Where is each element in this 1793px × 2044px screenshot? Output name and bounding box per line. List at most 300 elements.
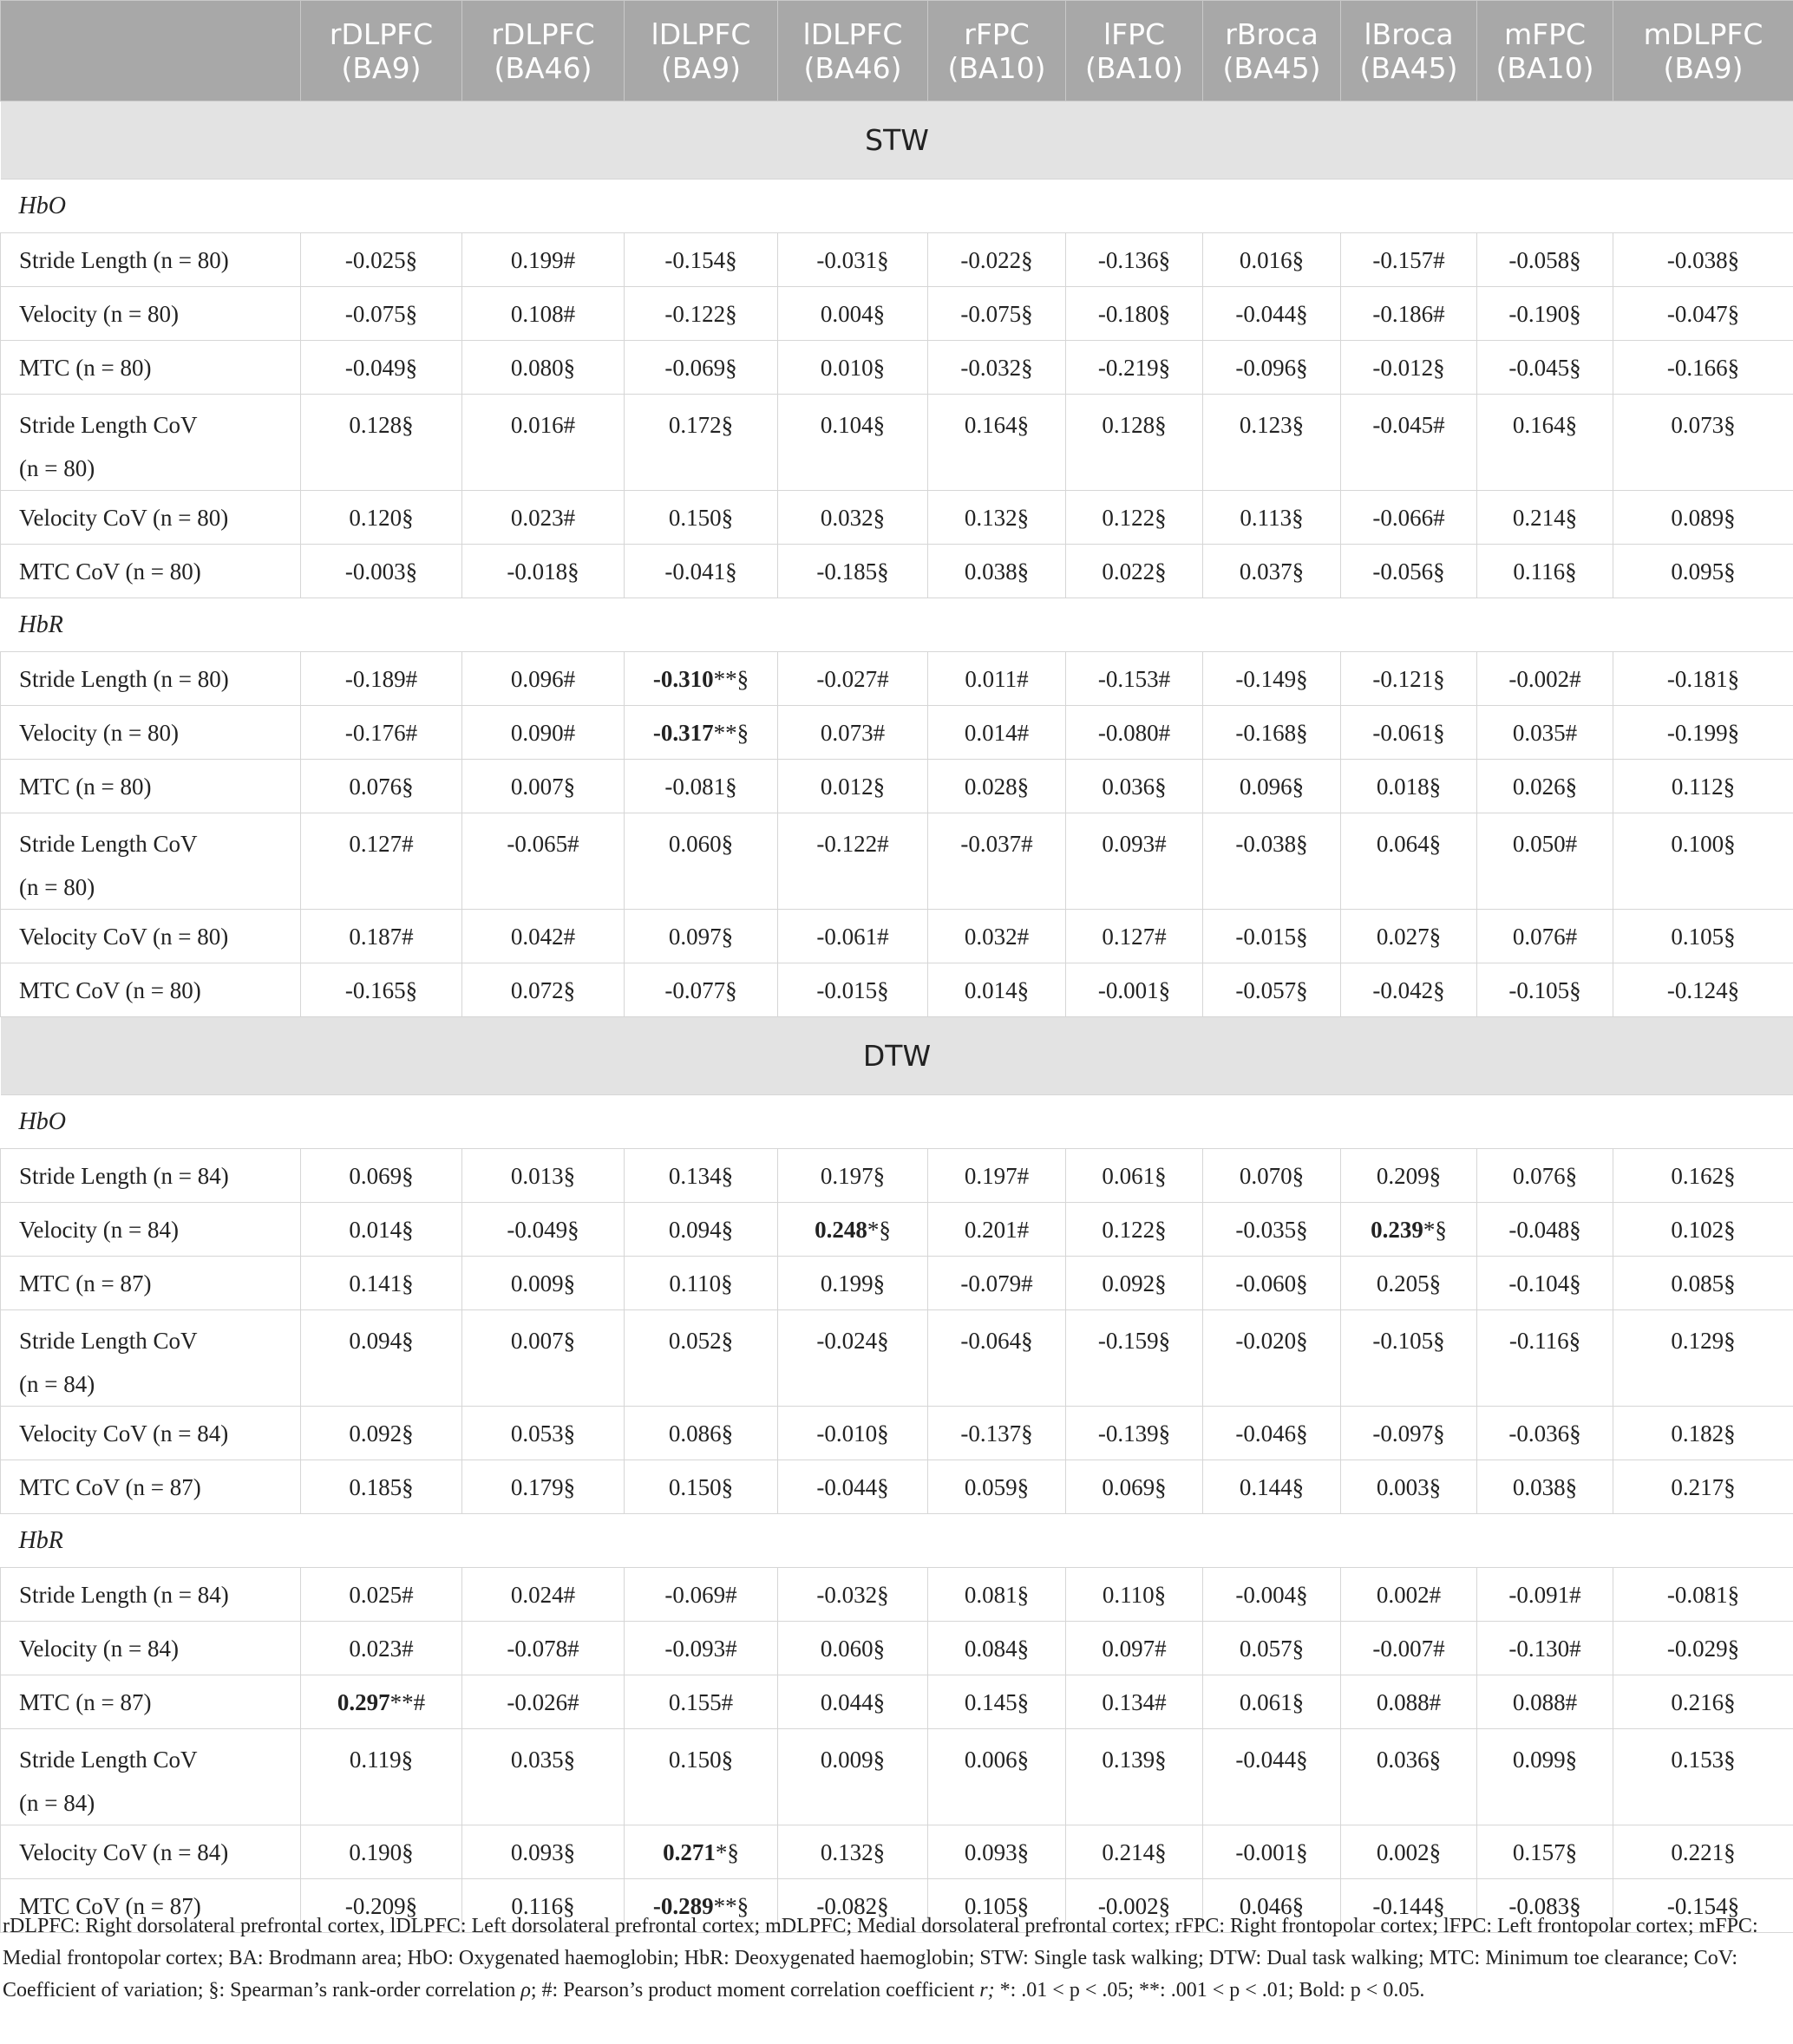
cell-value: 0.073# [820,720,886,746]
cell-value: 0.007§ [510,1328,576,1354]
row-label [1,1729,301,1825]
cell-value: 0.110§ [1102,1582,1167,1608]
table-cell [625,1825,778,1879]
table-cell [462,1568,625,1622]
table-cell [1203,1149,1341,1203]
table-cell [1477,910,1613,963]
cell-value: -0.031§ [816,247,889,273]
table-cell [462,1203,625,1257]
table-cell [1066,1310,1203,1407]
table-cell [1477,1407,1613,1460]
table-cell [1341,491,1477,545]
cell-value: 0.076§ [1512,1163,1578,1189]
group-row [1,180,1793,233]
table-footnote [0,1910,1793,2007]
cell-value: -0.077§ [664,977,737,1003]
cell-value: 0.002# [1376,1582,1442,1608]
cell-value: -0.061# [816,924,889,950]
cell-value: 0.060§ [820,1636,886,1662]
table-row [1,1203,1793,1257]
table-cell [1613,910,1793,963]
table-cell [625,760,778,813]
cell-value: 0.027§ [1376,924,1442,950]
cell-value: 0.009§ [820,1747,886,1773]
table-cell [625,652,778,706]
row-label-text: MTC (n = 87) [19,1689,152,1715]
cell-value: -0.124§ [1666,977,1740,1003]
table-cell [1066,1149,1203,1203]
table-cell [1203,963,1341,1017]
header-row [1,1,1793,101]
table-cell [462,545,625,598]
table-cell [778,1622,928,1675]
table-cell [1477,963,1613,1017]
row-label-text: MTC (n = 87) [19,1270,152,1296]
table-cell [928,1310,1066,1407]
cell-value: 0.076§ [349,774,414,800]
table-cell [1613,1675,1793,1729]
cell-value: 0.092§ [349,1420,414,1446]
table-cell [462,1622,625,1675]
table-cell [1341,1675,1477,1729]
table-cell [1341,1257,1477,1310]
table-cell [778,760,928,813]
table-cell [928,1407,1066,1460]
table-cell [462,287,625,341]
table-cell [1203,1310,1341,1407]
row-label [1,706,301,760]
table-cell [1203,1825,1341,1879]
table-cell [928,287,1066,341]
table-cell [301,1257,462,1310]
table-cell [625,1310,778,1407]
table-cell [928,1622,1066,1675]
row-label [1,813,301,910]
cell-value: -0.044§ [1235,1747,1308,1773]
table-cell [1203,652,1341,706]
cell-value: -0.020§ [1235,1328,1308,1354]
cell-value: -0.166§ [1666,355,1740,381]
cell-value: 0.104§ [820,412,886,438]
table-cell [301,1568,462,1622]
table-cell [928,545,1066,598]
table-cell [1477,1460,1613,1514]
row-label [1,1825,301,1879]
cell-value: -0.049§ [507,1217,579,1243]
table-cell [462,1825,625,1879]
table-cell [1203,491,1341,545]
table-cell [625,1407,778,1460]
cell-value: -0.044§ [816,1474,889,1500]
group-label: HbO [1,180,1793,233]
cell-value: 0.081§ [964,1582,1030,1608]
cell-value: 0.095§ [1671,558,1736,584]
cell-value: 0.057§ [1239,1636,1305,1662]
table-cell [301,1407,462,1460]
cell-value: -0.069§ [664,355,737,381]
table-cell [1066,287,1203,341]
cell-value: -0.001§ [1097,977,1171,1003]
cell-value: 0.155# [668,1689,734,1715]
cell-value: 0.139§ [1102,1747,1167,1773]
table-row [1,1310,1793,1407]
row-label-text: Stride Length (n = 84) [19,1163,229,1189]
table-cell [462,706,625,760]
table-cell [1477,395,1613,491]
cell-value: 0.185§ [349,1474,414,1500]
table-cell [778,963,928,1017]
table-cell [1477,1310,1613,1407]
table-cell [1477,491,1613,545]
table-cell [1477,760,1613,813]
table-cell [301,491,462,545]
cell-value: 0.037§ [1239,558,1305,584]
table-cell [1066,1257,1203,1310]
row-label-sample-size: (n = 80) [19,874,95,900]
table-cell [928,1460,1066,1514]
table-cell [301,1675,462,1729]
cell-value: 0.046§ [1239,1893,1305,1919]
table-cell [1066,1729,1203,1825]
table-cell [462,1407,625,1460]
cell-value: -0.081§ [1666,1582,1740,1608]
cell-value: 0.088# [1512,1689,1578,1715]
table-cell [778,1310,928,1407]
cell-value: -0.122§ [664,301,737,327]
row-label-text: Velocity (n = 84) [19,1636,179,1662]
cell-value: 0.009§ [510,1270,576,1296]
significant-value: -0.289 [652,1893,714,1919]
row-label [1,341,301,395]
cell-value: -0.080# [1097,720,1171,746]
table-body [1,101,1793,1933]
cell-value: 0.022§ [1102,558,1167,584]
cell-value: -0.154§ [664,247,737,273]
row-label [1,760,301,813]
cell-value: 0.010§ [820,355,886,381]
table-cell [301,341,462,395]
col-header-mfpc-ba10: mFPC (BA10) [1477,1,1613,101]
cell-value: 0.141§ [349,1270,414,1296]
cell-value: 0.002§ [1376,1839,1442,1865]
table-cell [778,1568,928,1622]
cell-value: -0.122# [816,831,889,857]
cell-value: 0.197# [964,1163,1030,1189]
row-label-text: Stride Length CoV [19,1747,198,1773]
significant-value: 0.271 [663,1839,716,1865]
table-cell [1203,1622,1341,1675]
cell-value: 0.012§ [820,774,886,800]
significant-value: -0.310 [652,666,714,692]
cell-value: -0.042§ [1372,977,1445,1003]
cell-value: -0.032§ [816,1582,889,1608]
table-row [1,963,1793,1017]
cell-value: 0.080§ [510,355,576,381]
table-row [1,1675,1793,1729]
cell-value: -0.066# [1372,505,1445,531]
table-cell [462,1460,625,1514]
table-cell [462,491,625,545]
cell-value: 0.097# [1102,1636,1167,1662]
table-cell [1613,395,1793,491]
table-cell [625,1568,778,1622]
table-cell [1066,1825,1203,1879]
table-cell [778,341,928,395]
table-cell [928,491,1066,545]
table-cell [1341,813,1477,910]
table-cell [301,910,462,963]
cell-value: -0.139§ [1097,1420,1171,1446]
row-label-text: Velocity (n = 80) [19,720,179,746]
table-cell [1066,652,1203,706]
cell-value: -0.047§ [1666,301,1740,327]
table-row [1,491,1793,545]
cell-value: 0.094§ [349,1328,414,1354]
cell-value: 0.119§ [349,1747,414,1773]
cell-value: -0.091# [1508,1582,1581,1608]
table-cell [625,233,778,287]
cell-value: 0.072§ [510,977,576,1003]
table-cell [778,395,928,491]
cell-value: -0.001§ [1235,1839,1308,1865]
cell-value: 0.096§ [1239,774,1305,800]
cell-value: 0.201# [964,1217,1030,1243]
row-label-text: Stride Length (n = 80) [19,247,229,273]
table-row [1,1622,1793,1675]
cell-value: 0.132§ [964,505,1030,531]
cell-value: 0.128§ [349,412,414,438]
significant-value: 0.239 [1371,1217,1423,1243]
cell-value: -0.045§ [1508,355,1581,381]
table-cell [625,963,778,1017]
row-label [1,287,301,341]
table-row [1,341,1793,395]
table-cell [301,1203,462,1257]
cell-value: 0.150§ [668,505,734,531]
table-row [1,910,1793,963]
cell-value: 0.023# [510,505,576,531]
table-cell [1203,341,1341,395]
cell-value: 0.127# [1102,924,1167,950]
table-cell [778,1203,928,1257]
table-cell [1613,1460,1793,1514]
table-cell [1477,1675,1613,1729]
cell-value: 0.086§ [668,1420,734,1446]
col-header-lbroca-ba45: lBroca (BA45) [1341,1,1477,101]
table-cell [1613,1407,1793,1460]
cell-value: 0.090# [510,720,576,746]
table-cell [1341,1568,1477,1622]
cell-value: 0.016# [510,412,576,438]
cell-value: 0.023# [349,1636,414,1662]
cell-value: 0.089§ [1671,505,1736,531]
cell-value: -0.075§ [960,301,1033,327]
row-label-text: Velocity CoV (n = 84) [19,1420,229,1446]
cell-value: -0.048§ [1508,1217,1581,1243]
cell-value: 0.032§ [820,505,886,531]
significant-value: 0.248 [815,1217,867,1243]
cell-value: 0.105§ [964,1893,1030,1919]
cell-value: -0.002# [1508,666,1581,692]
table-cell [1066,1622,1203,1675]
row-label-text: Velocity CoV (n = 80) [19,924,229,950]
cell-value: -0.104§ [1508,1270,1581,1296]
cell-value: 0.013§ [510,1163,576,1189]
table-cell [1613,652,1793,706]
table-cell [928,760,1066,813]
table-cell [928,1568,1066,1622]
cell-value: 0.123§ [1239,412,1305,438]
cell-value: -0.010§ [816,1420,889,1446]
table-cell [625,1460,778,1514]
table-cell [625,1729,778,1825]
cell-value: 0.035# [1512,720,1578,746]
cell-value: -0.144§ [1372,1893,1445,1919]
row-label-text: Stride Length CoV [19,1328,198,1354]
table-row [1,1568,1793,1622]
table-cell [301,813,462,910]
table-cell [1613,233,1793,287]
cell-value: 0.110§ [669,1270,733,1296]
cell-value: -0.209§ [344,1893,418,1919]
row-label [1,395,301,491]
table-cell [1477,1825,1613,1879]
cell-value: -0.022§ [960,247,1033,273]
table-cell [1341,233,1477,287]
table-cell [928,963,1066,1017]
table-cell [462,233,625,287]
table-row [1,1407,1793,1460]
row-label [1,1622,301,1675]
cell-value: -0.180§ [1097,301,1171,327]
table-cell [1066,963,1203,1017]
cell-value: **§ [713,1893,749,1919]
table-cell [1066,395,1203,491]
col-header-mdlpfc-ba9: mDLPFC (BA9) [1613,1,1793,101]
table-cell [1613,760,1793,813]
table-cell [301,233,462,287]
cell-value: 0.113§ [1240,505,1304,531]
header-blank-cell [1,1,301,101]
table-cell [1341,1203,1477,1257]
table-cell [301,1622,462,1675]
cell-value: 0.097§ [668,924,734,950]
cell-value: 0.096# [510,666,576,692]
table-cell [1203,1568,1341,1622]
table-cell [462,910,625,963]
cell-value: 0.085§ [1671,1270,1736,1296]
table-cell [1341,1149,1477,1203]
table-cell [1341,706,1477,760]
cell-value: 0.004§ [820,301,886,327]
table-cell [625,491,778,545]
col-header-rdlpfc-ba9: rDLPFC (BA9) [301,1,462,101]
cell-value: 0.134# [1102,1689,1167,1715]
table-cell [1203,706,1341,760]
cell-value: 0.214§ [1102,1839,1167,1865]
table-cell [1613,963,1793,1017]
cell-value: -0.026# [507,1689,579,1715]
cell-value: -0.064§ [960,1328,1033,1354]
cell-value: 0.093# [1102,831,1167,857]
table-cell [1477,1568,1613,1622]
row-label-text: Stride Length (n = 80) [19,666,229,692]
cell-value: 0.199# [510,247,576,273]
cell-value: 0.035§ [510,1747,576,1773]
cell-value: -0.079# [960,1270,1033,1296]
table-cell [928,1825,1066,1879]
table-cell [1341,1622,1477,1675]
table-cell [1066,1407,1203,1460]
table-cell [301,1729,462,1825]
table-cell [1066,1203,1203,1257]
cell-value: -0.159§ [1097,1328,1171,1354]
table-cell [462,341,625,395]
footnote-rho-symbol: ρ [520,1979,531,2002]
table-cell [301,1149,462,1203]
table-cell [778,910,928,963]
row-label [1,491,301,545]
cell-value: 0.070§ [1239,1163,1305,1189]
cell-value: 0.003§ [1376,1474,1442,1500]
row-label [1,233,301,287]
cell-value: 0.132§ [820,1839,886,1865]
cell-value: 0.205§ [1376,1270,1442,1296]
cell-value: -0.186# [1372,301,1445,327]
table-cell [1477,287,1613,341]
cell-value: -0.035§ [1235,1217,1308,1243]
table-cell [625,1675,778,1729]
table-cell [301,706,462,760]
cell-value: 0.061§ [1239,1689,1305,1715]
cell-value: -0.189# [344,666,418,692]
footnote-text: rDLPFC: Right dorsolateral prefrontal cortex, lDLPFC: Left dorsolateral prefrontal cortex; mDLPFC; Medial dorsolateral prefrontal cortex; rFPC: Right frontopolar cortex; lFPC: Left frontopolar cortex; mFPC: Medial frontopolar cortex; BA: Brodmann area; HbO: Oxygenated haemoglobin; HbR: Deoxygenated haemoglobin; STW: Single task walking; DTW: Dual task walking; MTC: Minimum toe clearance; CoV: Coefficient of variation; §: Spearman’s rank-order correlation [3,1915,1758,2002]
cell-value: *§ [867,1217,891,1243]
cell-value: -0.121§ [1372,666,1445,692]
cell-value: -0.046§ [1235,1420,1308,1446]
cell-value: -0.049§ [344,355,418,381]
table-cell [1341,341,1477,395]
cell-value: -0.153# [1097,666,1171,692]
cell-value: 0.014# [964,720,1030,746]
cell-value: 0.187# [349,924,414,950]
section-row [1,101,1793,180]
table-row [1,760,1793,813]
cell-value: 0.018§ [1376,774,1442,800]
cell-value: 0.050# [1512,831,1578,857]
cell-value: -0.069# [664,1582,737,1608]
cell-value: 0.093§ [510,1839,576,1865]
cell-value: 0.112§ [1671,774,1736,800]
col-header-ldlpfc-ba9: lDLPFC (BA9) [625,1,778,101]
cell-value: 0.164§ [1512,412,1578,438]
table-cell [625,1203,778,1257]
cell-value: 0.122§ [1102,505,1167,531]
table-cell [1341,287,1477,341]
table-cell [1203,760,1341,813]
cell-value: -0.130# [1508,1636,1581,1662]
table-cell [1203,1257,1341,1310]
cell-value: -0.078# [507,1636,579,1662]
col-header-rdlpfc-ba46: rDLPFC (BA46) [462,1,625,101]
footnote-text-3: *: .01 < p < .05; **: .001 < p < .01; Bold: p < 0.05. [994,1979,1425,2002]
cell-value: 0.105§ [1671,924,1736,950]
table-row [1,1257,1793,1310]
footnote-r-symbol: r; [979,1979,995,2002]
row-label-text: MTC CoV (n = 80) [19,558,201,584]
cell-value: -0.136§ [1097,247,1171,273]
section-title: DTW [1,1017,1793,1095]
